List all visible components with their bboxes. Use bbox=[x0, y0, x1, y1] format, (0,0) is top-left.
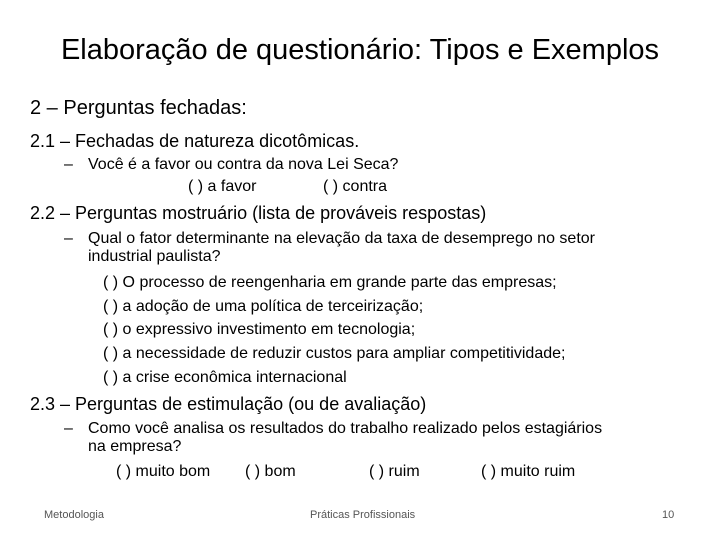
slide-title: Elaboração de questionário: Tipos e Exemplos bbox=[60, 34, 660, 66]
subsection-heading-2-1: 2.1 – Fechadas de natureza dicotômicas. bbox=[30, 131, 360, 151]
footer-center: Práticas Profissionais bbox=[310, 509, 416, 521]
option-contra: ( ) contra bbox=[323, 178, 388, 195]
bullet-dash: – bbox=[64, 420, 73, 437]
subsection-heading-2-2: 2.2 – Perguntas mostruário (lista de prováveis respostas) bbox=[30, 203, 487, 223]
section-heading: 2 – Perguntas fechadas: bbox=[30, 97, 247, 119]
option-list-item: ( ) O processo de reengenharia em grande parte das empresas; bbox=[103, 274, 557, 291]
page-number: 10 bbox=[662, 509, 675, 521]
option-bom: ( ) bom bbox=[245, 463, 296, 480]
bullet-dash: – bbox=[64, 230, 73, 247]
option-ruim: ( ) ruim bbox=[369, 463, 420, 480]
option-muito-bom: ( ) muito bom bbox=[116, 463, 211, 480]
subsection-heading-2-3: 2.3 – Perguntas de estimulação (ou de avaliação) bbox=[30, 394, 427, 414]
option-list-item: ( ) a crise econômica internacional bbox=[103, 369, 347, 386]
question-2-1: Você é a favor ou contra da nova Lei Seca? bbox=[88, 156, 399, 173]
option-list-item: ( ) a necessidade de reduzir custos para ampliar competitividade; bbox=[103, 345, 566, 362]
question-2-3-line2: na empresa? bbox=[88, 438, 182, 455]
question-2-3-line1: Como você analisa os resultados do trabalho realizado pelos estagiários bbox=[88, 420, 603, 437]
question-2-2-line2: industrial paulista? bbox=[88, 248, 221, 265]
question-2-2-line1: Qual o fator determinante na elevação da taxa de desemprego no setor bbox=[88, 230, 595, 247]
option-list-item: ( ) a adoção de uma política de terceirização; bbox=[103, 298, 424, 315]
option-list-item: ( ) o expressivo investimento em tecnologia; bbox=[103, 321, 416, 338]
footer-left: Metodologia bbox=[44, 509, 104, 521]
bullet-dash: – bbox=[64, 156, 73, 173]
option-a-favor: ( ) a favor bbox=[188, 178, 257, 195]
option-muito-ruim: ( ) muito ruim bbox=[481, 463, 576, 480]
